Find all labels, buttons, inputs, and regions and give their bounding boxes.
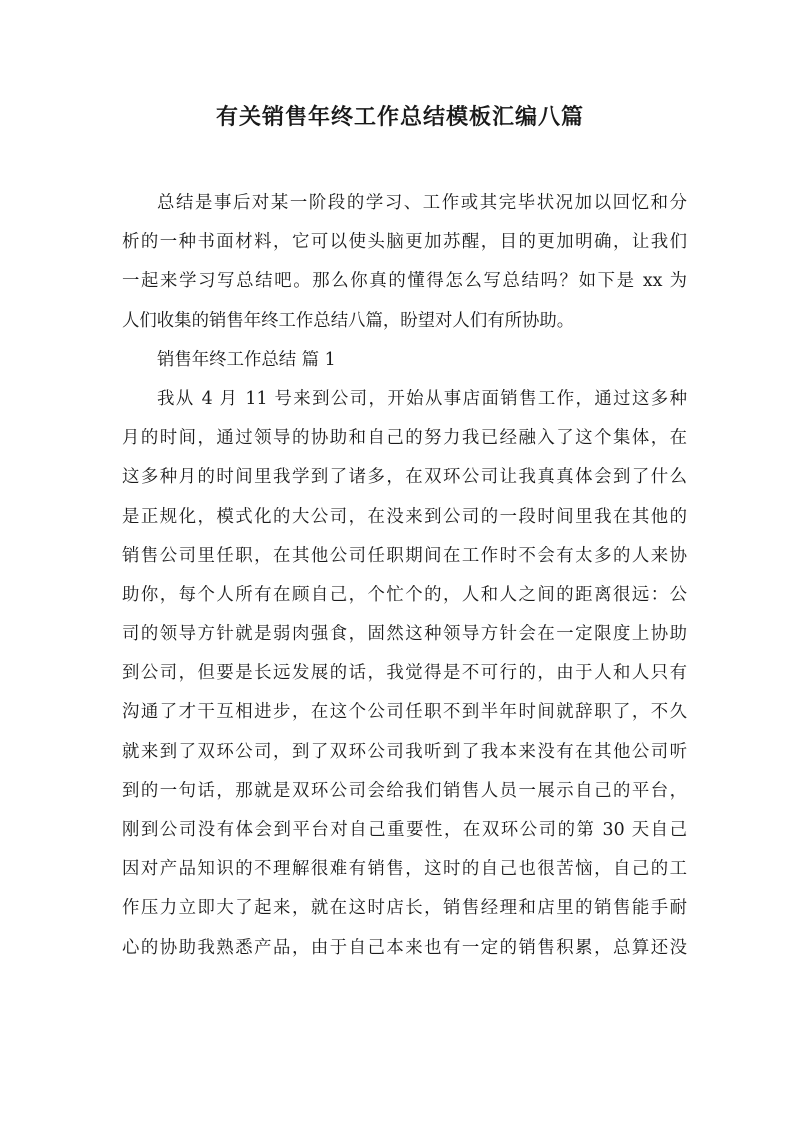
intro-line: 总结是事后对某一阶段的学习、工作或其完毕状况加以回忆和分 <box>157 193 687 213</box>
section-line: 沟通了才干互相进步，在这个公司任职不到半年时间就辞职了，不久 <box>122 702 687 723</box>
intro-line: 人们收集的销售年终工作总结八篇，盼望对人们有所协助。 <box>122 310 575 331</box>
section-line: 到公司，但要是长远发展的话，我觉得是不可行的，由于人和人只有 <box>122 663 687 684</box>
section-line: 我从 4 月 11 号来到公司，开始从事店面销售工作，通过这多种 <box>157 388 687 409</box>
section-line: 就来到了双环公司，到了双环公司我听到了我本来没有在其他公司听 <box>122 741 687 762</box>
section-line: 作压力立即大了起来，就在这时店长，销售经理和店里的销售能手耐 <box>122 898 687 919</box>
section-line: 司的领导方针就是弱肉强食，固然这种领导方针会在一定限度上协助 <box>122 624 687 645</box>
section-line: 因对产品知识的不理解很难有销售，这时的自己也很苦恼，自己的工 <box>122 859 687 880</box>
page-title: 有关销售年终工作总结模板汇编八篇 <box>215 104 584 130</box>
section-line: 到的一句话，那就是双环公司会给我们销售人员一展示自己的平台， <box>122 780 687 801</box>
section-line: 助你，每个人所有在顾自己，个忙个的，人和人之间的距离很远：公 <box>122 584 687 605</box>
intro-line: 析的一种书面材料，它可以使头脑更加苏醒，目的更加明确，让我们 <box>122 232 687 253</box>
section-line: 刚到公司没有体会到平台对自己重要性，在双环公司的第 30 天自己 <box>122 820 687 840</box>
section-line: 是正规化，模式化的大公司，在没来到公司的一段时间里我在其他的 <box>122 506 687 527</box>
section-line: 月的时间，通过领导的协助和自己的努力我已经融入了这个集体，在 <box>122 428 687 449</box>
section-line: 这多种月的时间里我学到了诸多，在双环公司让我真真体会到了什么 <box>122 467 687 488</box>
section-line: 销售公司里任职，在其他公司任职期间在工作时不会有太多的人来协 <box>122 545 687 566</box>
section-line: 心的协助我熟悉产品，由于自己本来也有一定的销售积累，总算还没 <box>122 937 687 958</box>
intro-line: 一起来学习写总结吧。那么你真的懂得怎么写总结吗？如下是 xx 为 <box>122 271 687 292</box>
document-body <box>122 184 687 968</box>
section-heading: 销售年终工作总结 篇 1 <box>157 349 336 370</box>
